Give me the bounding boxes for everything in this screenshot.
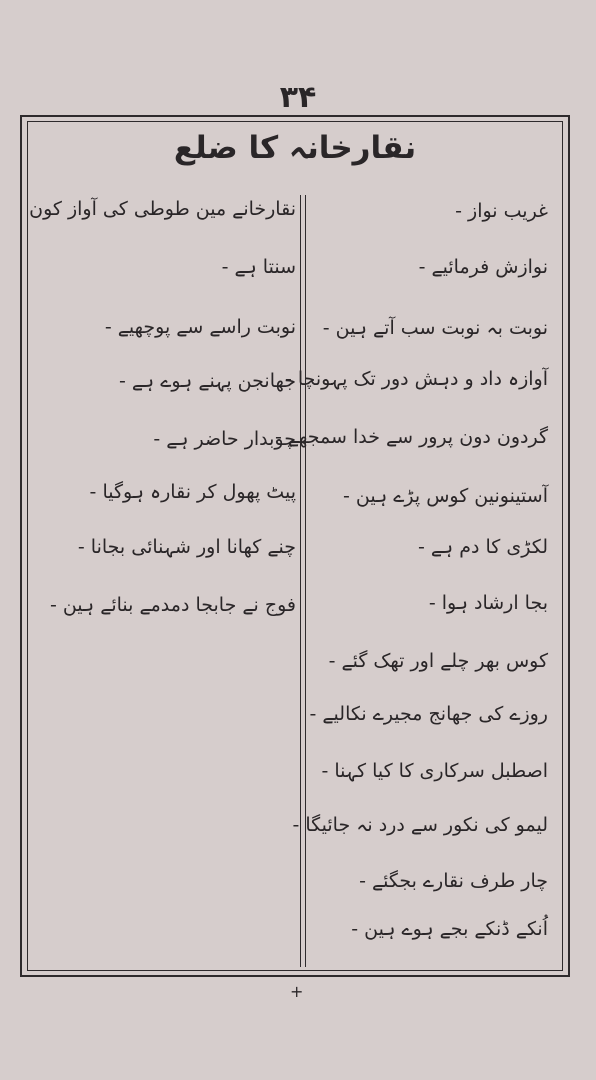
list-item: اُنکے ڈنکے بجے ہوے ہین - [351,918,548,940]
list-item: لکڑی کا دم ہے - [418,536,548,558]
page-title: نقارخانہ کا ضلع [173,130,417,166]
list-item: آوازہ داد و دہش دور تک پہونچا - [284,368,548,390]
list-item: نوبت بہ نوبت سب آتے ہین - [322,317,548,339]
list-item: نوبت راسے سے پوچھیے - [104,316,296,338]
list-item: لیمو کی نکور سے درد نہ جائیگا - [292,814,548,836]
list-item: گردون دون پرور سے خدا سمجھے - [274,426,548,448]
column-divider [300,195,301,967]
column-divider-inner [305,195,306,967]
list-item: اصطبل سرکاری کا کیا کہنا - [321,760,548,782]
list-item: بجا ارشاد ہوا - [428,592,548,614]
list-item: نقارخانے مین طوطی کی آواز کون [29,198,296,220]
list-item: چنے کھانا اور شہنائی بجانا - [77,536,296,558]
list-item: آستینونین کوس پڑے ہین - [342,485,548,507]
bottom-mark: + [290,982,304,1001]
list-item: کوس بھر چلے اور تھک گئے - [328,650,548,672]
page-number: ۳۴ [279,80,317,115]
list-item: پیٹ پھول کر نقارہ ہوگیا - [89,481,296,503]
list-item: نوازش فرمائیے - [418,256,548,278]
list-item: چوبدار حاضر ہے - [153,428,296,450]
list-item: سنتا ہے - [221,256,296,278]
list-item: روزے کی جھانج مجیرے نکالیے - [309,703,548,725]
list-item: غریب نواز - [455,200,548,222]
list-item: فوج نے جابجا دمدمے بنائے ہین - [49,594,296,616]
list-item: چار طرف نقارے بجگئے - [359,870,548,892]
list-item: جھانجن پہنے ہوے ہے - [119,370,296,392]
